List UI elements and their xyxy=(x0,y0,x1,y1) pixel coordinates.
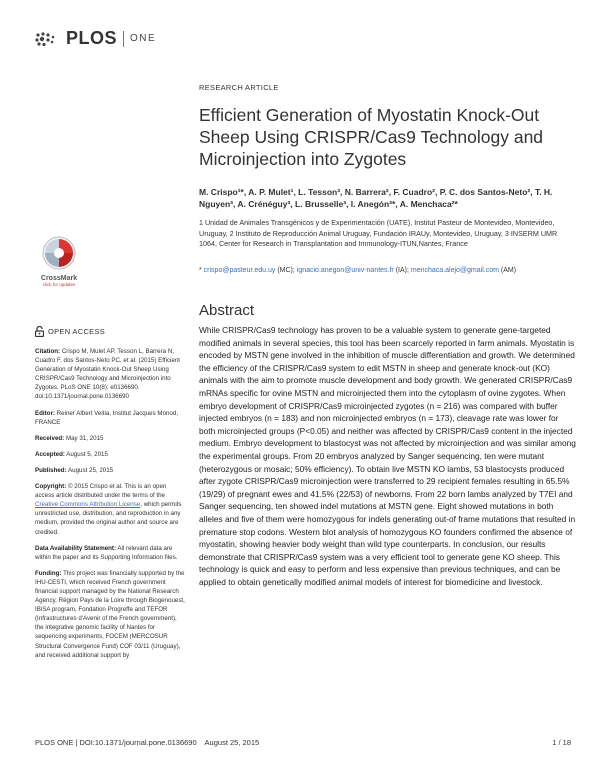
copyright-text-2: , which permits unrestricted use, distribution, and reproduction in any medium, provided the original author and source are credited. xyxy=(35,501,182,536)
data-availability-block xyxy=(35,544,185,562)
author-list: M. Crispo¹*, A. P. Mulet¹, L. Tesson³, N. Barrera², F. Cuadro², P. C. dos Santos-Neto², T. H. Nguyen³, A. Crénéguy³, L. Brusselle³, I. Anegón³*, A. Menchaca²* xyxy=(199,187,553,209)
copyright-label: Copyright: xyxy=(35,483,67,491)
open-access-label: OPEN ACCESS xyxy=(48,326,106,336)
email-link-menchaca[interactable]: menchaca.alejo@gmail.com xyxy=(410,267,499,274)
citation-label: Citation: xyxy=(35,348,61,355)
data-availability-label: Data Availability Statement: xyxy=(35,544,117,552)
published-block xyxy=(35,466,185,475)
accepted-label: Accepted: xyxy=(35,450,65,458)
plos-logo-icon xyxy=(34,31,62,47)
copyright-text-1: © 2015 Crispo et al. This is an open access article distributed under the terms of the xyxy=(35,483,167,500)
email-suffix-3: (AM) xyxy=(498,267,517,274)
crossmark-badge[interactable] xyxy=(37,236,81,287)
funding-text: This project was financially supported by the IHU-CESTI, which received French government financial support managed by the National Research Agency, Région Pays de la Loire through Biogenouest, IBiSA program, Fondation Progreffe and TEFOR (Infrastructures d'Avenir of the French government), the integrative genomic facility of Nantes for sequencing experiments, FOCEM (MERCOSUR Structural Convergence Fund) COF 03/11 (Uruguay), and received additional support by xyxy=(35,569,185,659)
abstract-heading: Abstract xyxy=(199,302,255,319)
editor-block xyxy=(35,409,185,427)
funding-block xyxy=(35,569,185,660)
open-access-badge xyxy=(35,326,185,337)
logo-plos-text: PLOS xyxy=(66,28,118,48)
received-block xyxy=(35,434,185,443)
abstract-body: While CRISPR/Cas9 technology has proven to be a valuable system to generate gene-targeted modified animals in several species, this tool has been scarcely reported in farm animals. Myostatin is encoded by MSTN gene involved in the inhibition of muscle differentiation and growth. We determined the efficiency of the CRISPR/Cas9 system to edit MSTN in sheep and generate knock-out (KO) animals with the aim to promote muscle development and body growth. We generated CRISPR/Cas9 mRNAs specific for ovine MSTN and microinjected them into the cytoplasm of ovine zygotes. When embryo development of CRISPR/Cas9 microinjected zygotes (n = 216) was compared with buffer injected embryos (n = 183) and non microinjected embryos (n = 173), cleavage rate was lower for both microinjected groups (P<0.05) and neither was affected by CRISPR/Cas9 content in the injected medium. Embryo development to blastocyst was not affected by microinjection and was similar among the experimental groups. From 20 embryos analyzed by Sanger sequencing, ten were mutant (heterozygous or mosaic; 50% efficiency). To obtain live MSTN KO lambs, 53 blastocysts produced after zygote CRISPR/Cas9 microinjection were transferred to 29 recipient females resulting in 65.5% (19/29) of pregnant ewes and 41.5% (22/53) of newborns. From 22 born lambs analyzed by T7EI and Sanger sequencing, ten showed indel mutations at MSTN gene. Eight showed mutations in both alleles and five of them were homozygous for indels generating out-of frame mutations that resulted in premature stop codons. Western blot analysis of homozygous KO founders confirmed the absence of myostatin, showing heavier body weight than wild type counterparts. In conclusion, our results demonstrate that CRISPR/Cas9 system was a very efficient tool to generate gene KO sheep. This technology is quick and easy to perform and less expensive than previous techniques, and can be applied to obtain genetically modified animal models of interest for biomedicine and livestock. xyxy=(199,325,576,587)
email-suffix-1: (MC); xyxy=(275,267,297,274)
affiliations: 1 Unidad de Animales Transgénicos y de Experimentación (UATE), Institut Pasteur de Montevideo, Montevideo, Uruguay, 2 Instituto de Reproducción Animal Uruguay, Fundación IRAUy, Montevideo, Uruguay, 3 INSERM UMR 1064, Center for Research in Transplantation and Immunology-ITUN,Nantes, France xyxy=(199,218,558,248)
crossmark-icon xyxy=(42,236,76,270)
crossmark-label: CrossMark xyxy=(40,275,78,282)
editor-label: Editor: xyxy=(35,409,55,417)
page-number: 1 / 18 xyxy=(552,738,571,747)
logo-journal-text: ONE xyxy=(130,33,157,44)
funding-label: Funding: xyxy=(35,569,62,577)
received-date: May 31, 2015 xyxy=(64,434,104,442)
accepted-block xyxy=(35,450,185,459)
copyright-block xyxy=(35,482,185,537)
email-suffix-2: (IA); xyxy=(393,267,411,274)
correspondence xyxy=(199,266,574,276)
article-info-sidebar xyxy=(35,326,185,667)
article-title: Efficient Generation of Myostatin Knock-Out Sheep Using CRISPR/Cas9 Technology and Microinjection into Zygotes xyxy=(199,105,544,169)
logo-divider xyxy=(123,31,124,47)
email-link-anegon[interactable]: ignacio.anegon@univ-nantes.fr xyxy=(296,267,394,274)
article-type: RESEARCH ARTICLE xyxy=(199,83,279,92)
received-label: Received: xyxy=(35,434,65,442)
crossmark-sublabel: click for updates xyxy=(42,282,76,287)
license-link[interactable]: Creative Commons Attribution License xyxy=(35,501,141,509)
data-availability-text: All relevant data are within the paper and its Supporting Information files. xyxy=(35,544,178,561)
plos-one-logo[interactable] xyxy=(34,28,156,49)
citation-text: Crispo M, Mulet AP, Tesson L, Barrera N, Cuadro F, dos Santos-Neto PC, et al. (2015) Efficient Generation of Myostatin Knock-Out Sheep Using CRISPR/Cas9 Technology and Microinjection into Zygotes. PLoS ONE 10(8): e0136690. doi:10.1371/journal.pone.0136690 xyxy=(35,348,181,401)
corresp-star: * xyxy=(199,267,204,274)
open-lock-icon xyxy=(35,326,44,337)
citation-block xyxy=(35,347,185,402)
email-link-crispo[interactable]: crispo@pasteur.edu.uy xyxy=(203,267,276,274)
editor-text: Reiner Albert Veitia, Institut Jacques Monod, FRANCE xyxy=(35,409,179,426)
published-date: August 25, 2015 xyxy=(66,466,114,474)
footer-doi: PLOS ONE | DOI:10.1371/journal.pone.0136690 August 25, 2015 xyxy=(35,738,260,747)
published-label: Published: xyxy=(35,466,67,474)
accepted-date: August 5, 2015 xyxy=(64,450,108,458)
